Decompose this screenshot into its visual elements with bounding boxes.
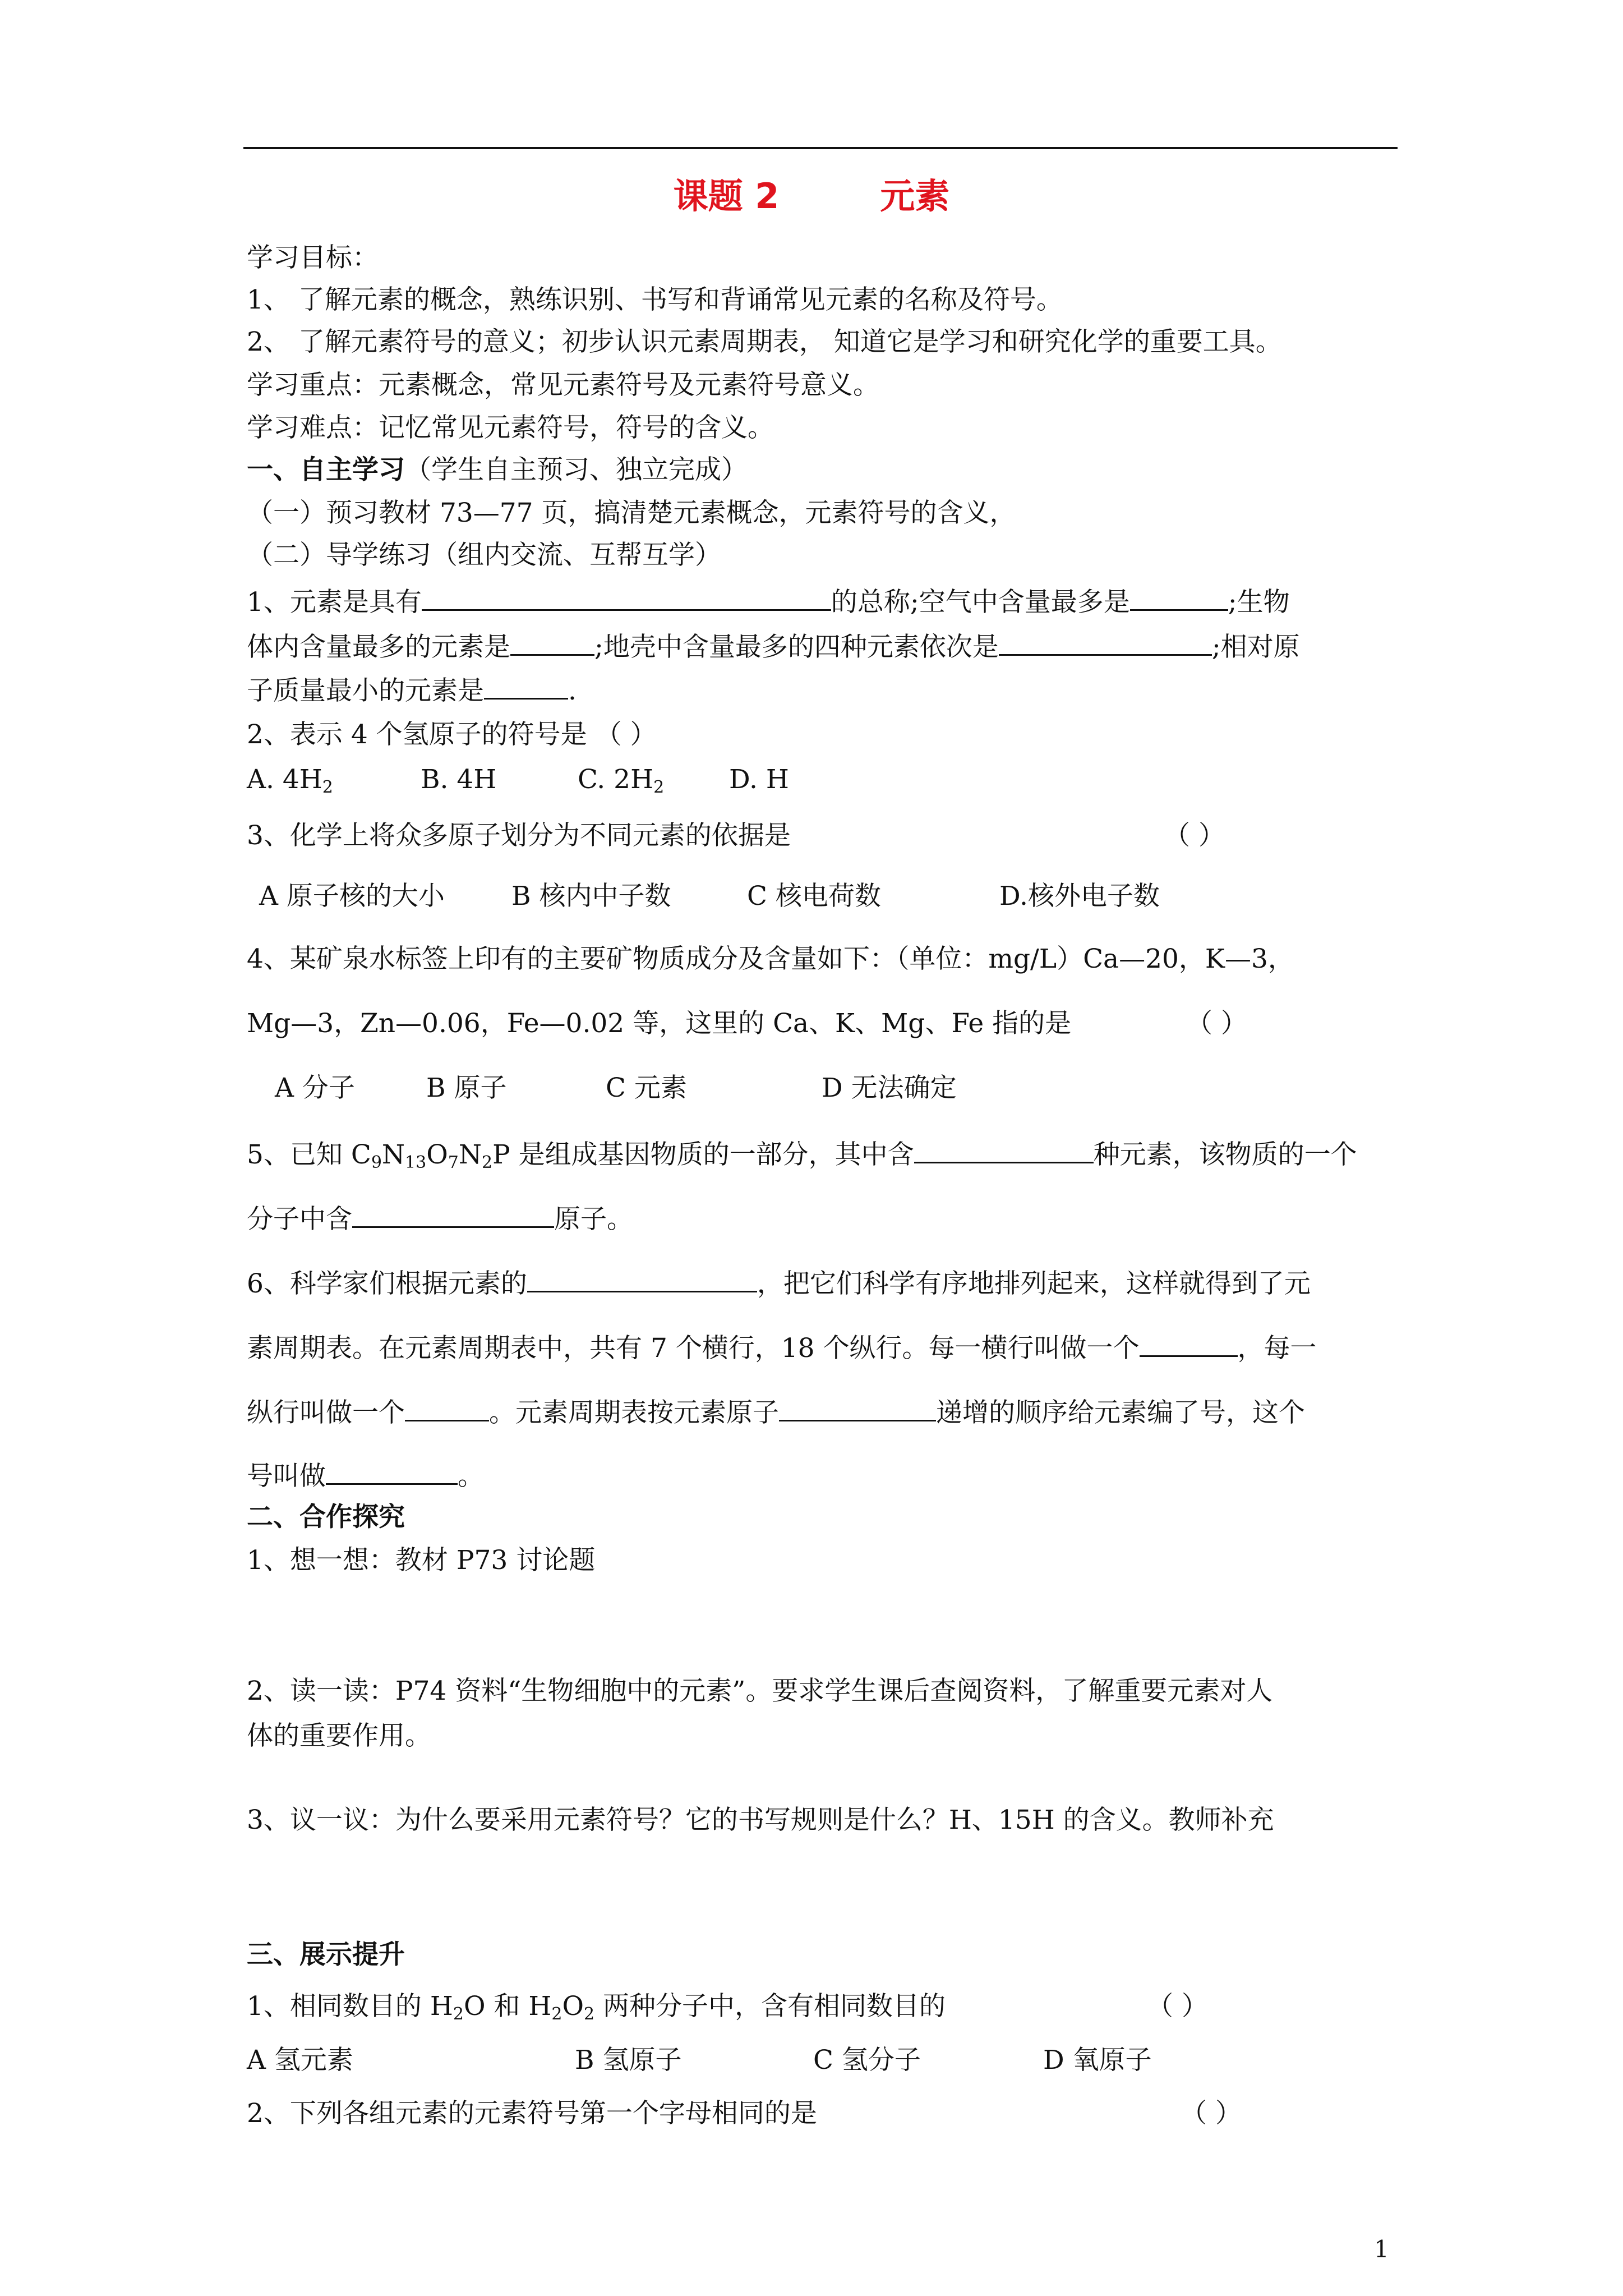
q1-blank-2[interactable]	[1130, 583, 1228, 611]
q5-blank-1[interactable]	[914, 1136, 1094, 1163]
q4-line1: 4、某矿泉水标签上印有的主要矿物质成分及含量如下：（单位：mg/L）Ca—20，K—3，	[247, 944, 1294, 974]
q5-sub-1: 9	[371, 1153, 382, 1172]
q2-options	[247, 763, 789, 797]
page-title	[0, 168, 1623, 218]
q5-line1	[247, 1136, 1357, 1172]
q1-text-f: ;相对原	[1211, 632, 1300, 662]
q3-option-d[interactable]: D.核外电子数	[999, 881, 1160, 912]
q3-option-c[interactable]: C 核电荷数	[747, 881, 881, 912]
s3-q1-option-a[interactable]: A 氢元素	[247, 2045, 353, 2076]
q1-text-c: ;生物	[1228, 587, 1290, 618]
q1-blank-4[interactable]	[999, 628, 1212, 656]
s3-q1-option-b[interactable]: B 氢原子	[575, 2045, 682, 2076]
q3-answer-paren[interactable]: （ ）	[1164, 820, 1225, 851]
q5-line2	[247, 1200, 633, 1236]
q6-blank-4[interactable]	[779, 1394, 936, 1421]
s3-q1-sub-3: 2	[583, 2004, 595, 2024]
q6-text-c: 素周期表。在元素周期表中，共有 7 个横行，18 个纵行。每一横行叫做一个	[247, 1333, 1140, 1364]
q1-line1	[247, 583, 1290, 619]
section3-heading: 三、展示提升	[247, 1939, 405, 1970]
q1-text-a: 1、元素是具有	[247, 587, 422, 618]
q6-line4	[247, 1457, 484, 1493]
q5-pre: 5、已知 C	[247, 1139, 371, 1170]
section2-heading: 二、合作探究	[247, 1502, 405, 1533]
q5-mid: 是组成基因物质的一部分，其中含	[510, 1139, 914, 1170]
q3-stem: 3、化学上将众多原子划分为不同元素的依据是	[247, 820, 791, 851]
q6-text-e: 纵行叫做一个	[247, 1397, 405, 1428]
q6-text-f: 。元素周期表按元素原子	[489, 1397, 779, 1428]
s3-q1-pre: 1、相同数目的 H	[247, 1991, 453, 2022]
title-lesson: 课题 2	[673, 176, 780, 217]
q2-c-sub: 2	[653, 777, 665, 797]
s3-q1-post: 两种分子中，含有相同数目的	[594, 1991, 946, 2022]
q6-blank-5[interactable]	[326, 1457, 458, 1485]
q1-line2	[247, 628, 1300, 664]
q6-text-d: ，每一	[1237, 1333, 1317, 1364]
section1-title: 一、自主学习	[247, 454, 405, 485]
s3-q1-option-d[interactable]: D 氧原子	[1043, 2045, 1152, 2076]
objectives-heading: 学习目标：	[247, 242, 379, 273]
objective-2: 2、 了解元素符号的意义；初步认识元素周期表， 知道它是学习和研究化学的重要工具。	[247, 326, 1282, 357]
q4-option-c[interactable]: C 元素	[606, 1073, 687, 1103]
section1-sub2: （二）导学练习（组内交流、互帮互学）	[247, 540, 721, 570]
q1-blank-3[interactable]	[510, 628, 594, 656]
q5-sub-4: 2	[481, 1153, 493, 1172]
section1-sub1: （一）预习教材 73—77 页，搞清楚元素概念，元素符号的含义，	[247, 498, 1016, 528]
q6-blank-3[interactable]	[405, 1394, 489, 1421]
s3-q2-stem: 2、下列各组元素的元素符号第一个字母相同的是	[247, 2098, 817, 2129]
header-rule	[243, 147, 1398, 149]
q6-text-i: 。	[458, 1461, 484, 1492]
q1-blank-5[interactable]	[484, 672, 568, 700]
q5-blank-2[interactable]	[352, 1200, 554, 1228]
q2-option-d[interactable]: D. H	[729, 764, 789, 795]
s3-q1-options	[247, 2044, 1152, 2077]
q4-answer-paren[interactable]: （ ）	[1186, 1008, 1247, 1039]
q5-text-d: 原子。	[554, 1204, 633, 1235]
q2-option-b[interactable]: B. 4H	[421, 764, 497, 795]
q6-text-h: 号叫做	[247, 1461, 326, 1492]
q2-stem: 2、表示 4 个氢原子的符号是 （ ）	[247, 719, 657, 750]
q5-o: O	[426, 1139, 448, 1170]
q4-option-b[interactable]: B 原子	[426, 1073, 507, 1103]
q5-n: N	[381, 1139, 405, 1170]
s3-q1-sub-1: 2	[453, 2004, 464, 2024]
q5-sub-2: 13	[405, 1153, 427, 1172]
key-points: 学习重点：元素概念，常见元素符号及元素符号意义。	[247, 370, 879, 401]
q1-blank-1[interactable]	[422, 583, 831, 611]
s3-q2-answer-paren[interactable]: （ ）	[1181, 2098, 1242, 2129]
q6-blank-2[interactable]	[1140, 1329, 1238, 1357]
q5-text-c: 分子中含	[247, 1204, 352, 1235]
difficult-points: 学习难点：记忆常见元素符号，符号的含义。	[247, 412, 774, 443]
q6-line1	[247, 1265, 1311, 1301]
q3-options	[259, 880, 1160, 913]
s3-q1-stem	[247, 1990, 946, 2023]
q1-text-h: .	[568, 675, 577, 706]
q1-text-b: 的总称;空气中含量最多是	[831, 587, 1130, 618]
objective-1: 1、 了解元素的概念，熟练识别、书写和背诵常见元素的名称及符号。	[247, 284, 1063, 315]
q5-n2: N	[458, 1139, 482, 1170]
q4-option-d[interactable]: D 无法确定	[822, 1073, 957, 1103]
q5-post: 种元素，该物质的一个	[1093, 1139, 1357, 1170]
s3-q1-mid1: O 和 H	[463, 1991, 552, 2022]
section1-heading	[247, 453, 748, 487]
q2-option-a[interactable]	[247, 763, 421, 797]
q3-option-a[interactable]: A 原子核的大小	[259, 881, 445, 912]
q6-line2	[247, 1329, 1317, 1365]
q1-line3	[247, 672, 577, 708]
q5-p: P	[492, 1139, 510, 1170]
s3-q1-option-c[interactable]: C 氢分子	[813, 2045, 921, 2076]
s3-q1-sub-2: 2	[551, 2004, 562, 2024]
q2-c-text: C. 2H	[578, 764, 654, 795]
section2-item3: 3、议一议：为什么要采用元素符号？它的书写规则是什么？H、15H 的含义。教师补充	[247, 1805, 1274, 1835]
q2-a-text: A. 4H	[247, 764, 322, 795]
title-topic: 元素	[880, 176, 950, 217]
page-number: 1	[1374, 2235, 1389, 2263]
q6-text-b: ，把它们科学有序地排列起来，这样就得到了元	[757, 1268, 1311, 1299]
section2-item2-line2: 体的重要作用。	[247, 1720, 431, 1751]
q3-option-b[interactable]: B 核内中子数	[511, 881, 671, 912]
q4-option-a[interactable]: A 分子	[275, 1073, 355, 1103]
q6-line3	[247, 1394, 1305, 1430]
q6-blank-1[interactable]	[527, 1265, 757, 1292]
q1-text-d: 体内含量最多的元素是	[247, 632, 510, 662]
q2-a-sub: 2	[322, 777, 333, 797]
section2-item2-line1: 2、读一读：P74 资料“生物细胞中的元素”。要求学生课后查阅资料，了解重要元素对人	[247, 1676, 1273, 1706]
q2-option-c[interactable]	[578, 763, 729, 797]
q4-line2: Mg—3，Zn—0.06，Fe—0.02 等，这里的 Ca、K、Mg、Fe 指的是	[247, 1008, 1072, 1039]
q4-options	[275, 1071, 957, 1105]
q6-text-g: 递增的顺序给元素编了号，这个	[936, 1397, 1305, 1428]
s3-q1-mid2: O	[562, 1991, 584, 2022]
s3-q1-answer-paren[interactable]: （ ）	[1147, 1991, 1208, 2022]
q1-text-g: 子质量最小的元素是	[247, 675, 484, 706]
q1-text-e: ;地壳中含量最多的四种元素依次是	[594, 632, 999, 662]
section1-note: （学生自主预习、独立完成）	[405, 454, 748, 485]
q6-text-a: 6、科学家们根据元素的	[247, 1268, 527, 1299]
q5-sub-3: 7	[448, 1153, 459, 1172]
section2-item1: 1、想一想：教材 P73 讨论题	[247, 1545, 596, 1576]
